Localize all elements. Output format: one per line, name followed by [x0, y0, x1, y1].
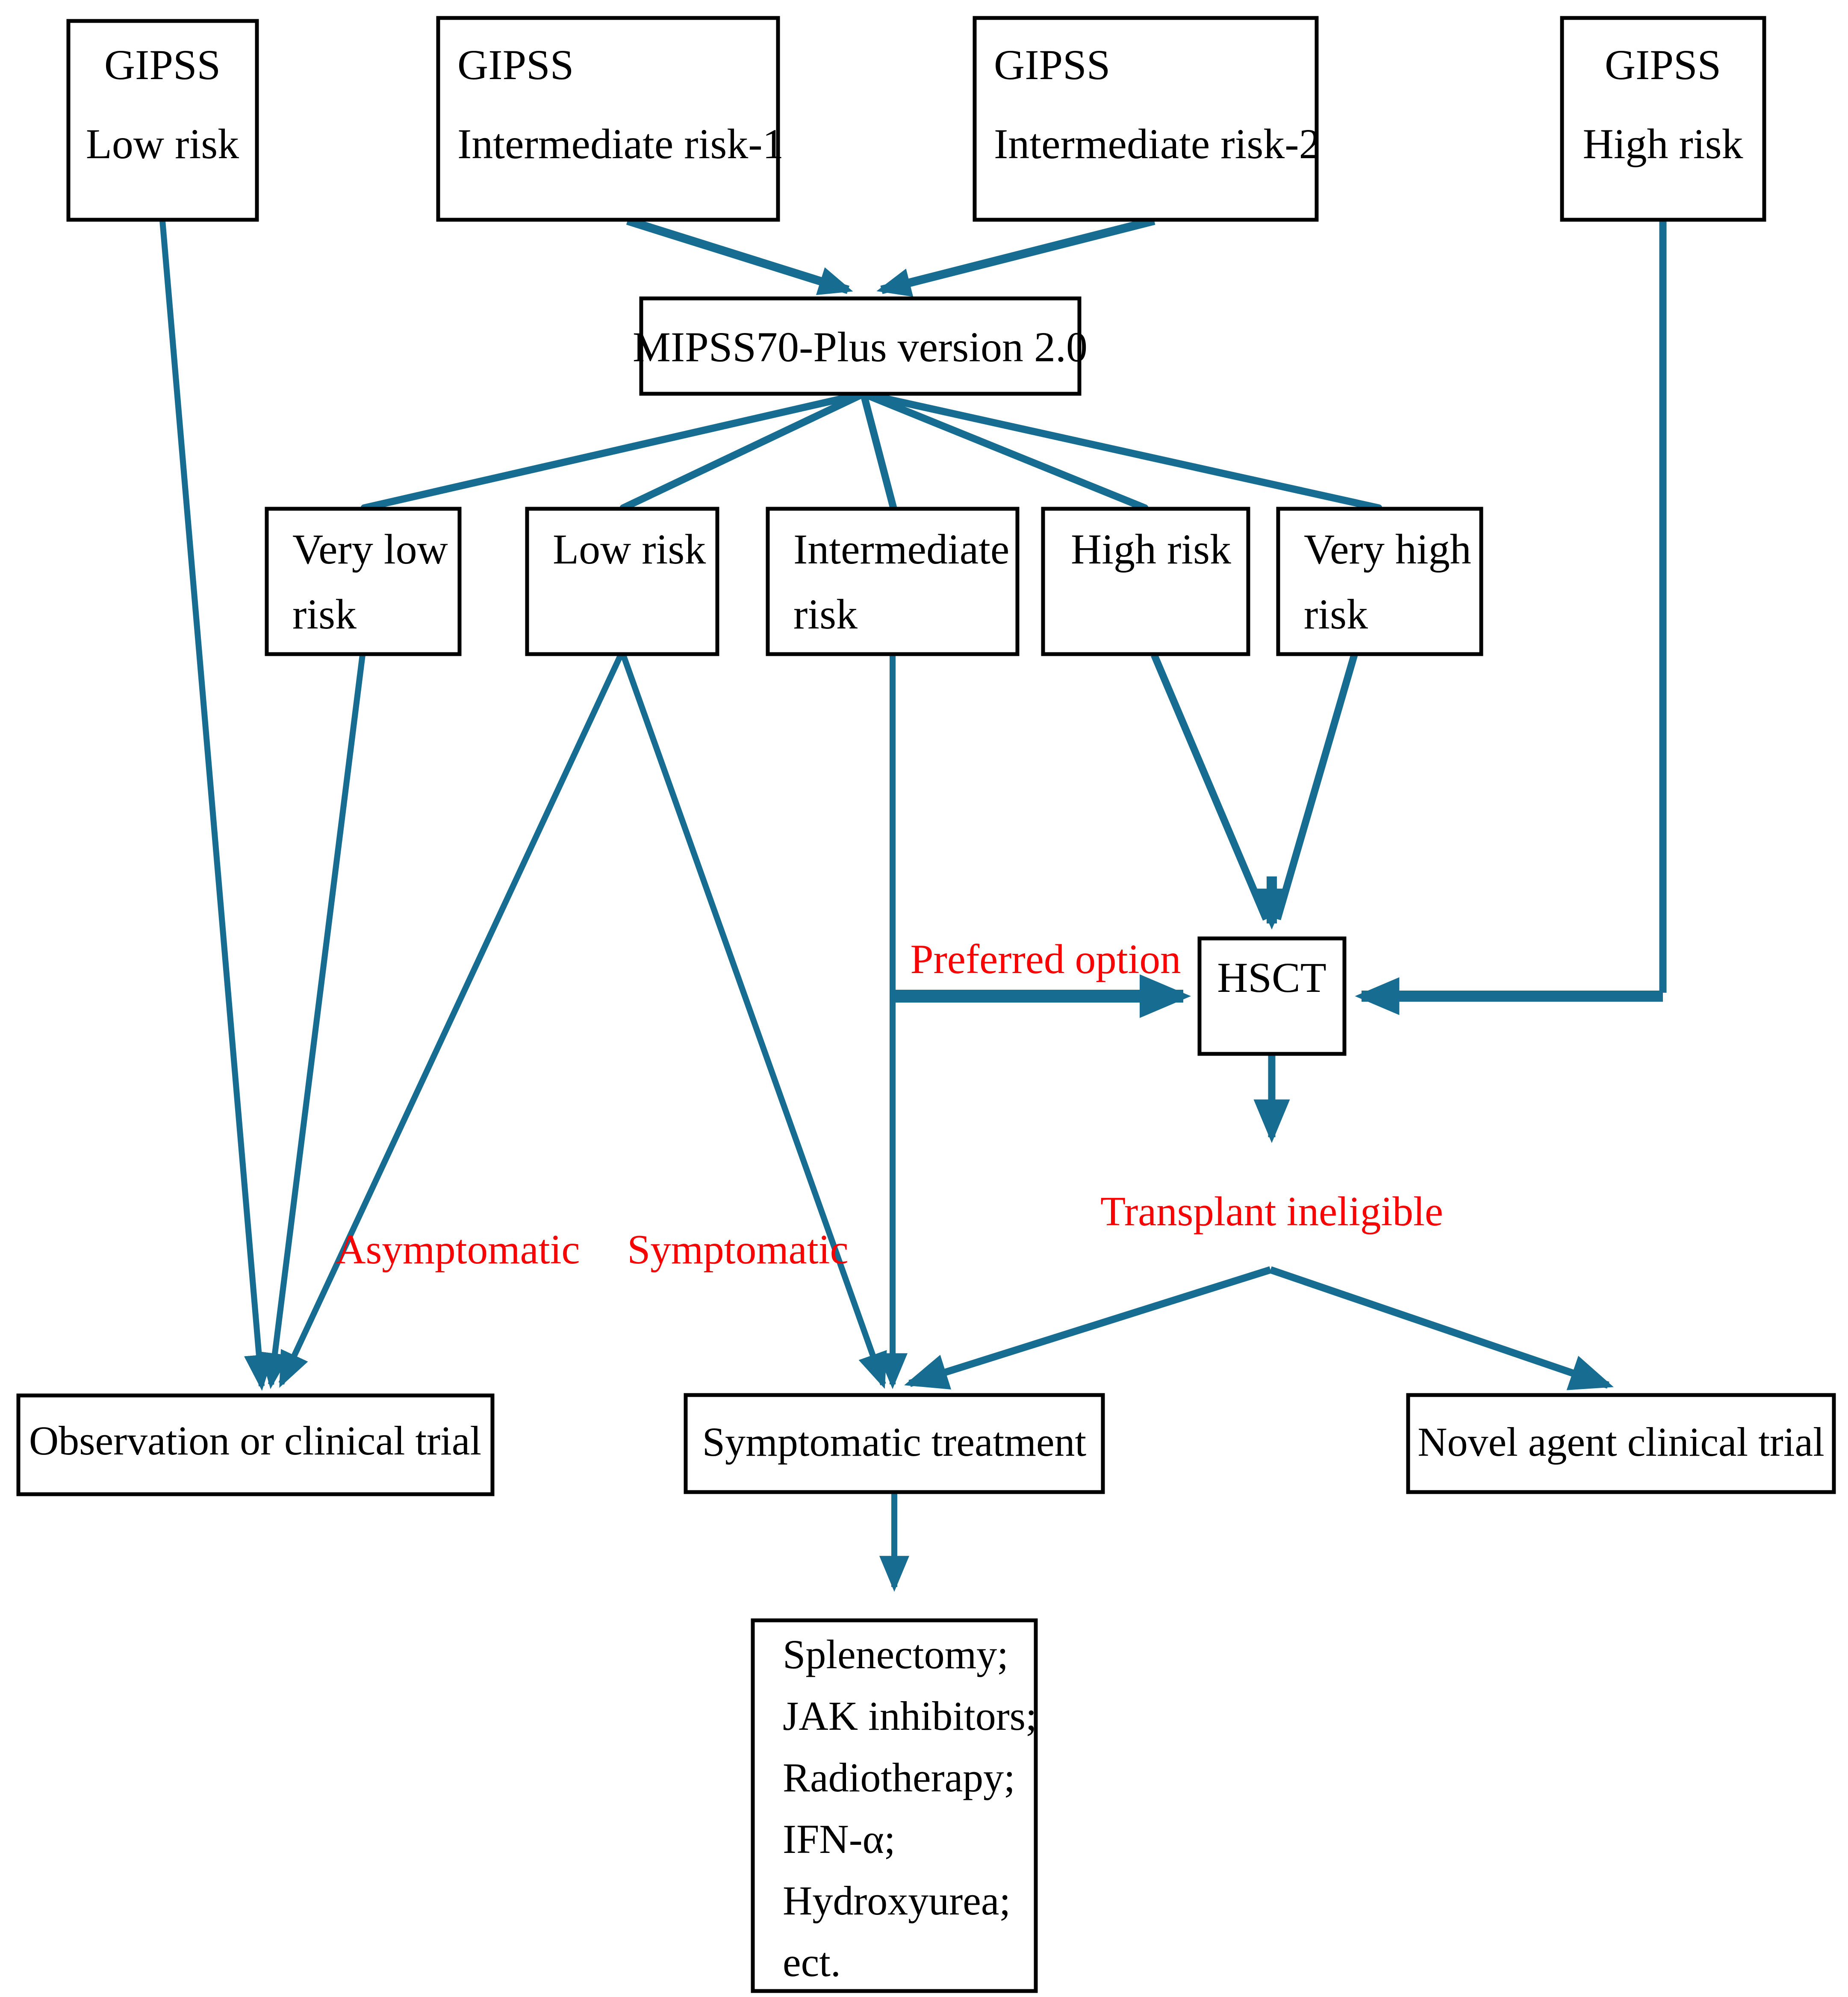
gipss-high-risk-line1: GIPSS	[1604, 41, 1721, 88]
low-risk-label: Low risk	[553, 525, 706, 573]
edge-mipss-to-very-low	[364, 394, 864, 508]
options-line6: ect.	[783, 1939, 841, 1985]
hsct-label: HSCT	[1217, 954, 1326, 1001]
gipss-high-risk-line2: High risk	[1583, 120, 1743, 168]
edge-ineligible-to-novel-agent	[1270, 1270, 1608, 1385]
label-transplant-ineligible: Transplant ineligible	[1100, 1189, 1444, 1234]
gipss-int1-line2: Intermediate risk-1	[457, 120, 784, 168]
gipss-low-risk-line1: GIPSS	[104, 41, 221, 88]
options-line3: Radiotherapy;	[783, 1755, 1015, 1800]
edge-gipss-low-to-observation	[162, 221, 262, 1386]
intermediate-risk-line1: Intermediate	[793, 525, 1010, 573]
edge-mipss-to-very-high	[864, 394, 1379, 508]
edge-mipss-to-high	[864, 394, 1145, 508]
options-line4: IFN-α;	[783, 1816, 896, 1862]
symptomatic-treatment-label: Symptomatic treatment	[702, 1419, 1087, 1465]
label-preferred-option: Preferred option	[910, 936, 1181, 982]
very-high-risk-line2: risk	[1304, 590, 1368, 638]
mipss70-plus-label: MIPSS70-Plus version 2.0	[632, 323, 1088, 371]
intermediate-risk-line2: risk	[793, 590, 858, 638]
edge-very-high-to-hsct	[1277, 655, 1354, 919]
options-line2: JAK inhibitors;	[783, 1693, 1037, 1739]
very-low-risk-line2: risk	[292, 590, 357, 638]
edge-ineligible-to-symptomatic-treatment	[910, 1270, 1270, 1383]
edge-mipss-to-intermediate	[864, 394, 893, 508]
gipss-low-risk-line2: Low risk	[85, 120, 239, 168]
edge-very-low-to-observation	[271, 655, 363, 1384]
edge-gipss-int2-to-mipss	[881, 221, 1154, 290]
label-asymptomatic: Asymptomatic	[336, 1227, 580, 1272]
edge-low-to-observation	[281, 655, 621, 1383]
high-risk-label: High risk	[1071, 525, 1231, 573]
very-high-risk-line1: Very high	[1304, 525, 1471, 573]
novel-agent-label: Novel agent clinical trial	[1418, 1419, 1824, 1465]
options-line5: Hydroxyurea;	[783, 1878, 1011, 1923]
gipss-int1-line1: GIPSS	[457, 41, 574, 88]
edge-high-to-hsct	[1154, 655, 1266, 919]
edge-mipss-to-low	[623, 394, 864, 508]
edge-gipss-int1-to-mipss	[628, 221, 848, 290]
gipss-int2-line2: Intermediate risk-2	[994, 120, 1320, 168]
label-symptomatic: Symptomatic	[627, 1227, 849, 1272]
gipss-int2-line1: GIPSS	[994, 41, 1111, 88]
edge-low-to-symptomatic-treatment	[623, 655, 883, 1384]
observation-label: Observation or clinical trial	[29, 1418, 482, 1463]
options-line1: Splenectomy;	[783, 1631, 1008, 1677]
very-low-risk-line1: Very low	[292, 525, 448, 573]
